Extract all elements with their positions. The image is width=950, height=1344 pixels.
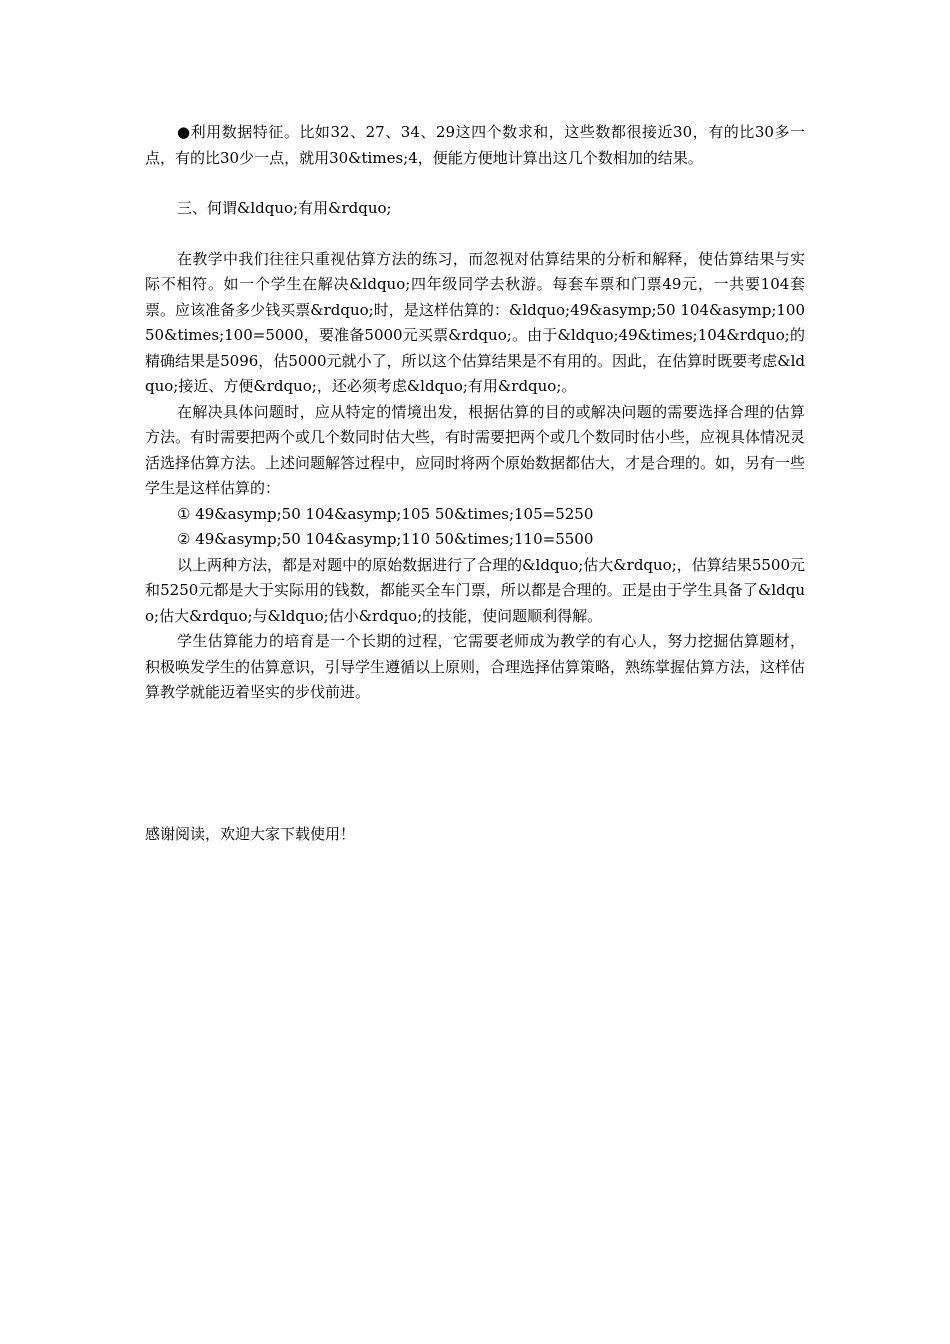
example-2: ② 49&asymp;50 104&asymp;110 50&times;110=5500 xyxy=(177,530,594,548)
bullet-paragraph: ●利用数据特征。比如32、27、34、29这四个数求和，这些数都很接近30，有的比30多一点，有的比30少一点，就用30&times;4，便能方便地计算出这几个数相加的结果。 xyxy=(145,123,805,167)
section-heading: 三、何谓&ldquo;有用&rdquo; xyxy=(177,199,392,217)
paragraph-spacer xyxy=(145,171,805,196)
paragraph-1: 在教学中我们往往只重视估算方法的练习，而忽视对估算结果的分析和解释，使估算结果与实际不相符。如一个学生在解决&ldquo;四年级同学去秋游。每套车票和门票49元，一共要104套票。应该准备多少钱买票&rdquo;时，是这样估算的：&ldquo;49&asymp;50 104&asymp;100 50&times;100=5000，要准备5000元买票&rdquo;。由于&ldquo;49&times;104&rdquo;的精确结果是5096，估5000元就小了，所以这个估算结果是不有用的。因此，在估算时既要考虑&ldquo;接近、方便&rdquo;，还必须考虑&ldquo;有用&rdquo;。 xyxy=(145,249,805,395)
footer-thanks: 感谢阅读，欢迎大家下载使用！ xyxy=(145,825,356,843)
paragraph-2: 在解决具体问题时，应从特定的情境出发，根据估算的目的或解决问题的需要选择合理的估算方法。有时需要把两个或几个数同时估大些，有时需要把两个或几个数同时估小些，应视具体情况灵活选择估算方法。上述问题解答过程中，应同时将两个原始数据都估大，才是合理的。如，另有一些学生是这样估算的： xyxy=(145,402,806,497)
document-body xyxy=(145,120,805,706)
paragraph-3: 以上两种方法，都是对题中的原始数据进行了合理的&ldquo;估大&rdquo;，估算结果5500元和5250元都是大于实际用的钱数，都能买全车门票，所以都是合理的。正是由于学生具备了&ldquo;估大&rdquo;与&ldquo;估小&rdquo;的技能，使问题顺利得解。 xyxy=(145,555,805,625)
example-1: ① 49&asymp;50 104&asymp;105 50&times;105=5250 xyxy=(177,504,594,523)
paragraph-spacer xyxy=(145,222,805,247)
paragraph-4: 学生估算能力的培育是一个长期的过程，它需要老师成为教学的有心人，努力挖掘估算题材，积极唤发学生的估算意识，引导学生遵循以上原则，合理选择估算策略，熟练掌握估算方法，这样估算教学就能迈着坚实的步伐前进。 xyxy=(145,632,806,701)
